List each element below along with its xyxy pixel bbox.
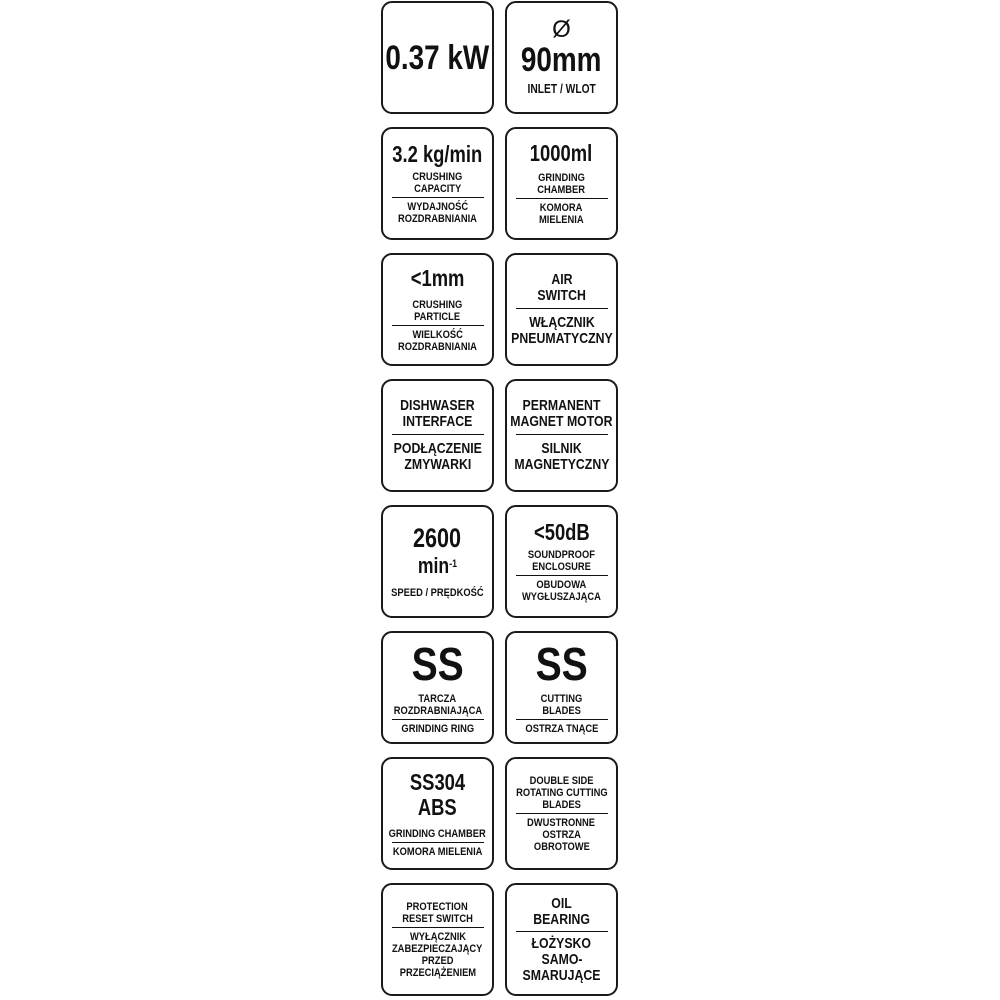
cutting-blades-pl-line-1: OSTRZA TNĄCE: [525, 722, 598, 735]
capacity-pl-line-1: WYDAJNOŚĆ: [407, 201, 468, 213]
material-tile: [381, 757, 494, 870]
air-switch-tile: [505, 253, 618, 366]
divider: [392, 842, 484, 843]
divider: [392, 434, 484, 435]
double-side-en-line-1: DOUBLE SIDE: [529, 774, 594, 787]
particle-en-line-1: CRUSHING: [412, 299, 463, 311]
material-value-1: SS304: [409, 768, 466, 795]
divider: [516, 575, 608, 576]
dishwasher-en-line-1: DISHWASER: [400, 397, 475, 414]
motor-tile: [505, 379, 618, 492]
double-side-pl-line-3: OBROTOWE: [533, 840, 590, 853]
divider: [392, 325, 484, 326]
cutting-blades-en-line-2: BLADES: [542, 704, 581, 717]
chamber-en-line-2: CHAMBER: [537, 184, 586, 196]
power-value: 0.37 kW: [385, 38, 490, 77]
chamber-pl-line-2: MIELENIA: [539, 214, 584, 226]
protection-en-line-1: PROTECTION: [406, 900, 469, 913]
air-switch-pl-line-1: WŁĄCZNIK: [528, 314, 595, 331]
double-side-en-line-3: BLADES: [542, 798, 581, 811]
inlet-value: 90mm: [521, 41, 602, 79]
dishwasher-en-line-2: INTERFACE: [402, 413, 473, 430]
double-side-tile: [505, 757, 618, 870]
particle-pl-line-2: ROZDRABNIANIA: [398, 341, 477, 353]
chamber-pl-line-1: KOMORA: [540, 202, 583, 214]
motor-en-line-2: MAGNET MOTOR: [510, 413, 613, 430]
speed-value: 2600: [413, 523, 462, 553]
divider: [516, 931, 608, 932]
grinding-ring-pl-line-2: ROZDRABNIAJĄCA: [393, 704, 482, 717]
divider: [516, 813, 608, 814]
bearing-tile: [505, 883, 618, 996]
double-side-en-line-2: ROTATING CUTTING: [515, 786, 608, 799]
inlet-label: INLET / WLOT: [527, 82, 596, 96]
divider: [516, 719, 608, 720]
protection-pl-line-4: PRZECIĄŻENIEM: [399, 966, 476, 979]
protection-tile: [381, 883, 494, 996]
dishwasher-tile: [381, 379, 494, 492]
cutting-blades-en-line-1: CUTTING: [540, 692, 583, 705]
speed-unit: [418, 553, 457, 579]
noise-en-line-1: SOUNDPROOF: [527, 549, 596, 561]
capacity-pl-line-2: ROZDRABNIANIA: [398, 213, 477, 225]
noise-en-line-2: ENCLOSURE: [532, 561, 591, 573]
speed-label: SPEED / PRĘDKOŚĆ: [391, 587, 484, 599]
grinding-ring-value: SS: [411, 637, 464, 690]
protection-pl-line-2: ZABEZPIECZAJĄCY: [392, 942, 483, 955]
material-pl-line-1: KOMORA MIELENIA: [392, 845, 483, 858]
capacity-value: 3.2 kg/min: [392, 141, 483, 167]
particle-value: <1mm: [410, 265, 465, 291]
protection-en-line-2: RESET SWITCH: [402, 912, 473, 925]
power-tile: [381, 1, 494, 114]
noise-pl-line-2: WYGŁUSZAJĄCA: [522, 591, 601, 603]
speed-unit-exponent: -1: [449, 558, 458, 570]
dishwasher-pl-line-2: ZMYWARKI: [404, 456, 471, 473]
grinding-ring-en-line-1: GRINDING RING: [401, 722, 474, 735]
particle-en-line-2: PARTICLE: [414, 311, 461, 323]
chamber-volume-value: 1000ml: [530, 140, 593, 166]
noise-pl-line-1: OBUDOWA: [536, 579, 587, 591]
divider: [516, 434, 608, 435]
motor-pl-line-1: SILNIK: [541, 440, 582, 457]
cutting-blades-value: SS: [535, 637, 588, 690]
grinding-ring-pl-line-1: TARCZA: [418, 692, 457, 705]
air-switch-en-line-2: SWITCH: [537, 287, 586, 304]
bearing-pl-line-3: SMARUJĄCE: [522, 966, 601, 984]
dishwasher-pl-line-1: PODŁĄCZENIE: [393, 440, 482, 457]
capacity-tile: [381, 127, 494, 240]
protection-pl-line-1: WYŁĄCZNIK: [409, 930, 466, 943]
particle-pl-line-1: WIELKOŚĆ: [412, 329, 463, 341]
motor-pl-line-2: MAGNETYCZNY: [514, 456, 609, 473]
bearing-pl-line-1: ŁOŻYSKO: [531, 934, 592, 952]
inlet-tile: [505, 1, 618, 114]
bearing-pl-line-2: SAMO-: [541, 950, 582, 968]
speed-tile: [381, 505, 494, 618]
motor-en-line-1: PERMANENT: [522, 397, 601, 414]
cutting-blades-tile: [505, 631, 618, 744]
bearing-en-line-1: OIL: [551, 894, 572, 912]
chamber-volume-tile: [505, 127, 618, 240]
divider: [392, 197, 484, 198]
divider: [516, 198, 608, 199]
material-value-2: ABS: [418, 793, 457, 820]
divider: [392, 719, 484, 720]
chamber-en-line-1: GRINDING: [538, 172, 585, 184]
protection-pl-line-3: PRZED: [421, 954, 454, 967]
air-switch-en-line-1: AIR: [550, 271, 573, 288]
bearing-en-line-2: BEARING: [533, 910, 590, 928]
diameter-icon: Ø: [552, 16, 571, 43]
capacity-en-line-1: CRUSHING: [412, 171, 463, 183]
particle-tile: [381, 253, 494, 366]
grinding-ring-tile: [381, 631, 494, 744]
divider: [392, 927, 484, 928]
noise-tile: [505, 505, 618, 618]
noise-value: <50dB: [533, 519, 590, 545]
divider: [516, 308, 608, 309]
material-en-line-1: GRINDING CHAMBER: [388, 827, 487, 840]
capacity-en-line-2: CAPACITY: [413, 183, 462, 195]
double-side-pl-line-1: DWUSTRONNE: [527, 816, 596, 829]
air-switch-pl-line-2: PNEUMATYCZNY: [510, 330, 613, 347]
speed-unit-text: min: [417, 553, 450, 578]
double-side-pl-line-2: OSTRZA: [542, 828, 581, 841]
